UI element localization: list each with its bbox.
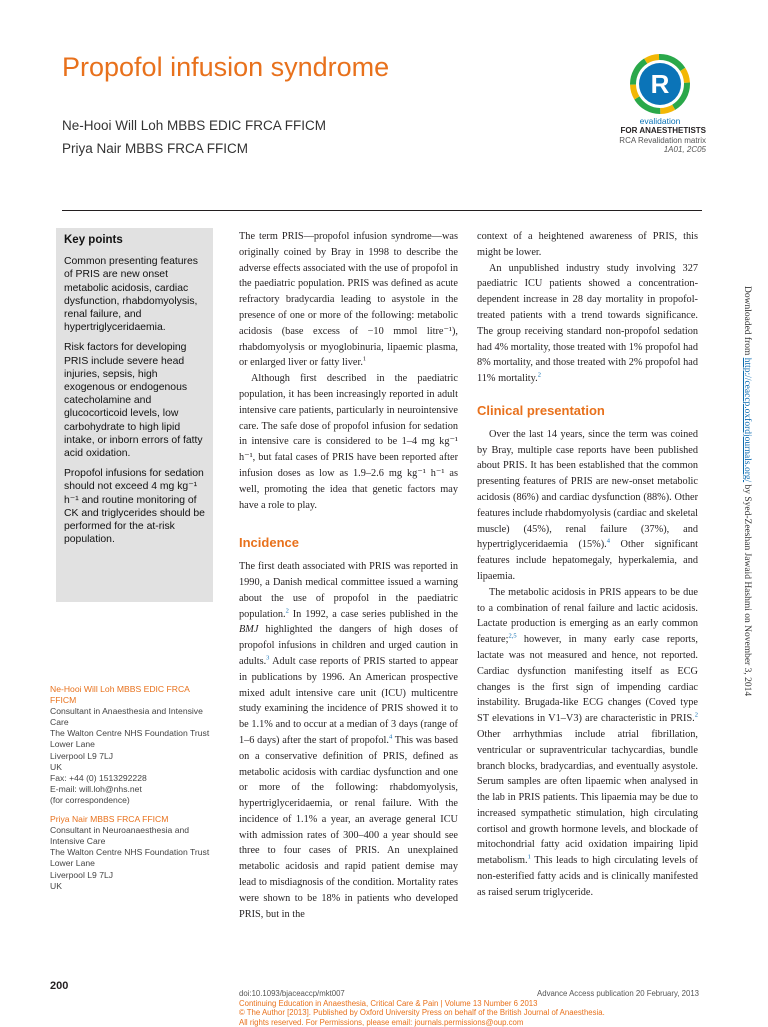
citation: 2: [694, 711, 698, 719]
journal-line: Continuing Education in Anaesthesia, Critical Care & Pain | Volume 13 Number 6 2013: [239, 998, 538, 1008]
key-point-3: Propofol infusions for sedation should not exceed 4 mg kg⁻¹ h⁻¹ and routine monitoring of CK and triglycerides should be performed for the at-risk population.: [64, 468, 205, 546]
affil-author1-line: UK: [50, 761, 62, 772]
header-rule: [62, 210, 702, 211]
citation: 3: [266, 654, 270, 662]
page-number: 200: [50, 980, 69, 992]
citation: 4: [606, 537, 611, 545]
affil-author2-line: Lower Lane: [50, 858, 95, 869]
doi: doi:10.1093/bjaceaccp/mkt007: [239, 989, 345, 998]
incidence-paragraph: The first death associated with PRIS was reported in 1990, a Danish medical committee issued a warning about the use of propofol in the paediatric population.$^2$ In 1992, a case series published in the BMJ highlighted the dangers of high doses of propofol infusions in children and urged caution in adults.$^3$ Adult case reports of PRIS started to appear in publications by 1996. An American prospective mixed adult intensive care unit (ICU) multicentre study examining the incidence of PRIS showed it to be 1.1% and to occur at a median of 3 days (range of 1–6 days) after the start of propofol.$^4$ This was based on a conservative definition of PRIS, defined as metabolic acidosis with cardiac dysfunction and one or more of the following: rhabdomyolysis, hypertriglyceridaemia, or renal failure. With the incidence of 1.1% a year, an average general ICU with admission rates of 300–400 a year should see three to four cases of PRIS. An unexplained metabolic acidosis and rapid patient demise may lead to misdiagnosis of the condition. Mortality rates were shown to be 18% in patients who developed PRIS, but in the: [239, 561, 458, 920]
affil-author2-line: Liverpool L9 7LJ: [50, 869, 114, 880]
logo-brand: evalidation: [639, 116, 681, 126]
col2-continuation: context of a heightened awareness of PRIS, this might be lower.: [477, 231, 698, 258]
download-link[interactable]: http://ceaccp.oxfordjournals.org/: [742, 357, 752, 483]
advance-access: Advance Access publication 20 February, 2013: [537, 989, 699, 998]
key-point-1: Common presenting features of PRIS are new onset metabolic acidosis, cardiac dysfunction, rhabdomyolysis, renal failure, and hypertriglyceridaemia.: [64, 256, 198, 334]
rights-line: All rights reserved. For Permissions, please email: journals.permissions@oup.com: [239, 1017, 524, 1027]
affil-author1-details: [50, 706, 215, 806]
logo-letter: R: [650, 69, 670, 99]
affil-author2-line: UK: [50, 880, 62, 891]
affil-author2-details: [50, 825, 215, 892]
citation: 2: [285, 607, 289, 615]
copyright-line: © The Author [2013]. Published by Oxford University Press on behalf of the British Journal of Anaesthesia.: [239, 1008, 605, 1018]
text-column-2: [477, 229, 698, 901]
affil-author2-line: The Walton Centre NHS Foundation Trust: [50, 847, 210, 858]
affil-author1-line: Fax: +44 (0) 1513292228: [50, 772, 147, 783]
author-1: Ne-Hooi Will Loh MBBS EDIC FRCA FFICM: [62, 118, 327, 133]
industry-study-paragraph: An unpublished industry study involving 327 paediatric ICU patients showed a concentration-dependent increase in 28 day mortality in propofol-treated patients with a trend towards significance. The group receiving standard non-propofol sedation had 4% mortality, those treated with 1% propofol had 8% mortality, and those treated with 2% propofol had 11% mortality.$^2$: [477, 262, 698, 385]
affil-author2-line: Consultant in Neuroanaesthesia and Intensive Care: [50, 825, 190, 847]
clinical-paragraph-1: Over the last 14 years, since the term was coined by Bray, multiple case reports have been published about PRIS. It has been established that the common presenting features of PRIS are new-onset metabolic acidosis (86%) and cardiac dysfunction (88%). Other features include rhabdomyolysis (cardiac and skeletal muscle) (45%), renal failure (37%), and hypertriglyceridaemia (15%).$^4$ Other significant features include hepatomegaly, hyperkalemia, and lipaemia.: [477, 428, 699, 582]
affil-author1-line: E-mail: will.loh@nhs.net: [50, 783, 142, 794]
citation: 2,5: [508, 632, 517, 640]
revalidation-codes: 1A01, 2C05: [663, 145, 706, 154]
affil-author1-line: The Walton Centre NHS Foundation Trust: [50, 728, 210, 739]
citation: 1: [527, 853, 531, 861]
revalidation-for: FOR ANAESTHETISTS: [620, 126, 706, 135]
author-2: Priya Nair MBBS FRCA FFICM: [62, 141, 249, 156]
article-title: Propofol infusion syndrome: [62, 52, 390, 82]
text-column-1: [239, 229, 458, 922]
incidence-heading: Incidence: [239, 535, 299, 551]
download-sidebar: Downloaded from http://ceaccp.oxfordjournals.org/ by Syed-Zeeshan Jawaid Hashmi on November 3, 2014: [742, 286, 752, 697]
citation: 1: [362, 355, 367, 363]
affil-author2-name: Priya Nair MBBS FRCA FFICM: [50, 814, 169, 825]
key-points-box: [56, 228, 213, 602]
citation: 4: [388, 733, 393, 741]
intro-paragraph-2: Although first described in the paediatric population, it has been increasingly reported in adult intensive care patients, particularly in neurointensive care. The safe dose of propofol infusion for sedation in intensive care is considered to be 1–4 mg kg⁻¹ h⁻¹, but fatal cases of PRIS have been reported after infusion doses as low as 1.9–2.6 mg kg⁻¹ h⁻¹ as well, promoting the idea that genetic factors may have a role to play.: [239, 373, 458, 511]
page-footer: [239, 989, 699, 1027]
affil-author1-line: Lower Lane: [50, 739, 95, 750]
affil-author1-line: (for correspondence): [50, 794, 130, 805]
affil-author1-line: Liverpool L9 7LJ: [50, 750, 114, 761]
affil-author1-name: Ne-Hooi Will Loh MBBS EDIC FRCA FFICM: [50, 684, 190, 706]
intro-paragraph-1: The term PRIS—propofol infusion syndrome—was originally coined by Bray in 1998 to describe the adverse effects associated with the use of propofol in the paediatric population. PRIS was defined as acute refractory bradycardia leading to asystole in the presence of one or more of the following: metabolic acidosis (base excess of −10 mmol litre⁻¹), rhabdomyolysis or myoglobinuria, lipaemic plasma, or enlarged liver or fatty liver.$^1$: [239, 231, 458, 369]
clinical-paragraph-2: The metabolic acidosis in PRIS appears to be due to a combination of renal failure and lactic acidosis. Lactate production is emerging as an early common feature;$^{2,5}$ however, in many early case reports, lactate was not measured and hence, not reported. Cardiac dysfunction manifesting itself as ECG changes is the first sign of impending cardiac instability. Brugada-like ECG changes (Coved type ST elevations in V1–V3) are characteristic in PRIS.$^2$ Other arrhythmias include atrial fibrillation, ventricular or supraventricular tachycardias, bundle branch blocks, bradycardias, and eventually asystole. Serum samples are often lipaemic when analysed in the lab in PRIS patients. This lipaemia may be due to increased sympathetic stimulation, high circulating cortisol and growth hormone levels, and blockade of mitochondrial fatty acid oxidation impairing lipid metabolism.$^1$ This leads to high circulating levels of non-esterified fatty acids and is clinically manifested as raised serum triglyceride.: [477, 586, 698, 898]
key-point-2: Risk factors for developing PRIS include severe head injuries, sepsis, high exogenous or endogenous catecholamine and glucocorticoid levels, low carbohydrate to high lipid intake, or inborn errors of fatty acid oxidation.: [64, 342, 203, 460]
key-points-heading: Key points: [64, 234, 123, 246]
affil-author1-line: Consultant in Anaesthesia and Intensive Care: [50, 706, 203, 728]
author-affiliations: [50, 684, 215, 892]
citation: 2: [537, 371, 541, 379]
revalidation-matrix: RCA Revalidation matrix: [619, 135, 706, 145]
clinical-heading: Clinical presentation: [477, 402, 605, 418]
revalidation-info: [598, 126, 706, 155]
